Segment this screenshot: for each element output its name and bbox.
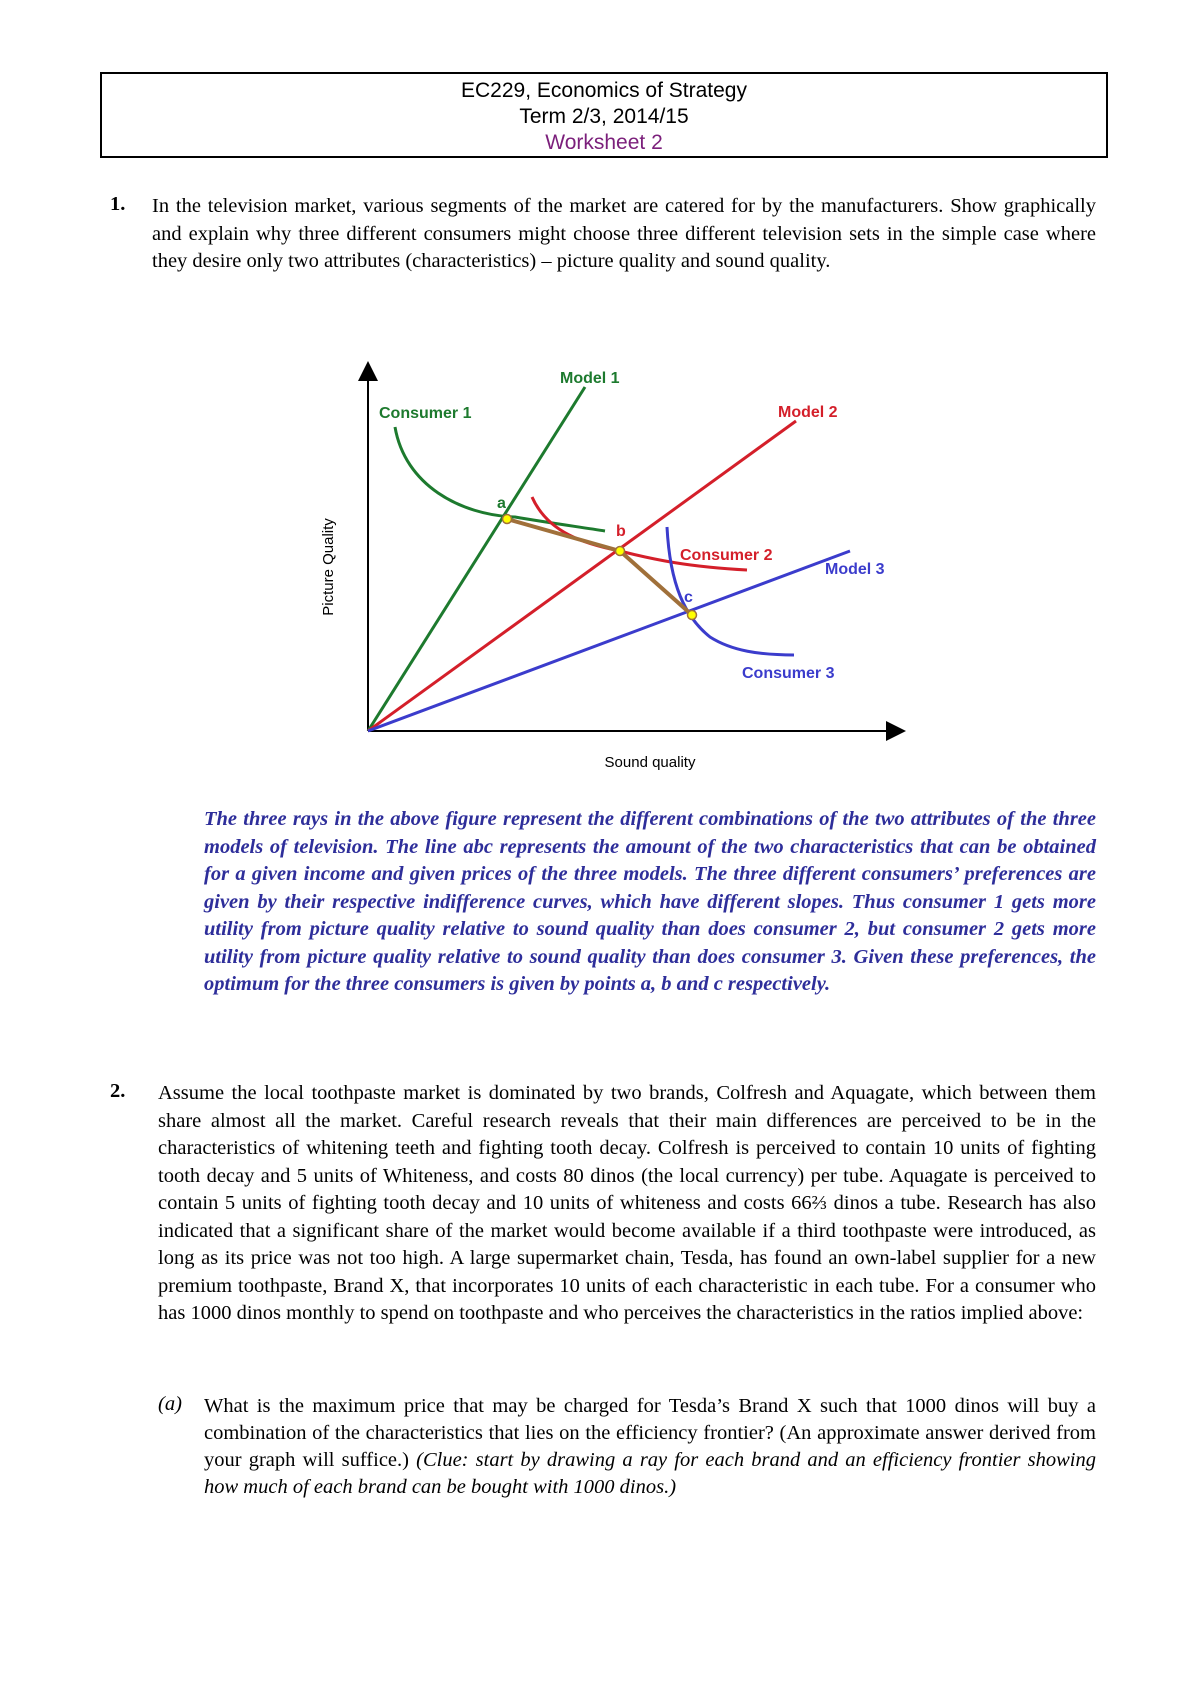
title-box — [100, 72, 1108, 158]
part-a-question: What is the maximum price that may be charged for Tesda’s Brand X such that 1000 dinos will buy a combination of the characteristics that lies on the efficiency frontier? (An approximate answer derived from your graph will suffice.) — [204, 1395, 1096, 1471]
x-axis-label: Sound quality — [604, 754, 696, 771]
question-2-number: 2. — [110, 1080, 126, 1102]
part-a-clue: (Clue: start by drawing a ray for each brand and an efficiency frontier showing how much of each brand can be bought with 1000 dinos.) — [204, 1449, 1096, 1498]
part-a-label: (a) — [158, 1393, 182, 1415]
model-2-ray — [368, 421, 796, 731]
model-1-label: Model 1 — [560, 370, 620, 387]
consumer-3-label: Consumer 3 — [742, 665, 835, 682]
model-1-ray — [368, 387, 585, 731]
question-1-text: In the television market, various segments of the market are catered for by the manufacturers. Show graphically and explain why three different consumers might choose three different television sets in the simple case where they desire only two attributes (characteristics) – picture quality and sound quality. — [152, 195, 1096, 272]
term-line: Term 2/3, 2014/15 — [519, 105, 689, 128]
model-3-label: Model 3 — [825, 561, 885, 578]
course-title: EC229, Economics of Strategy — [461, 79, 747, 102]
tv-attributes-figure — [300, 355, 920, 775]
worksheet-title: Worksheet 2 — [545, 131, 663, 154]
model-3-ray — [368, 551, 850, 731]
consumer-2-label: Consumer 2 — [680, 547, 773, 564]
consumer-1-label: Consumer 1 — [379, 405, 472, 422]
point-a-label: a — [497, 495, 506, 512]
model-2-label: Model 2 — [778, 404, 838, 421]
answer-1-text: The three rays in the above figure represent the different combinations of the two attributes of the three models of television. The line abc represents the amount of the two characteristics that can be obtained for a given income and given prices of the three models. The three different consumers’ preferences are given by their respective indifference curves, which have different slopes. Thus consumer 1 gets more utility from picture quality relative to sound quality than does consumer 2, but consumer 2 gets more utility from picture quality relative to sound quality than does consumer 3. Given these preferences, the optimum for the three consumers is given by points a, b and c respectively. — [204, 808, 1096, 995]
y-axis-label: Picture Quality — [320, 518, 337, 616]
part-a-text — [204, 1393, 1096, 1501]
point-c-label: c — [684, 589, 693, 606]
point-c-marker — [688, 611, 697, 620]
question-1-number: 1. — [110, 193, 126, 215]
point-a-marker — [503, 515, 512, 524]
question-2-text: Assume the local toothpaste market is dominated by two brands, Colfresh and Aquagate, which between them share almost all the market. Careful research reveals that their main differences are perceived to be in the characteristics of whitening teeth and fighting tooth decay. Colfresh is perceived to contain 10 units of fighting tooth decay and 5 units of Whiteness, and costs 80 dinos (the local currency) per tube. Aquagate is perceived to contain 5 units of fighting tooth decay and 10 units of whiteness and costs 66⅔ dinos a tube. Research has also indicated that a significant share of the market would become available if a third toothpaste were introduced, as long as its price was not too high. A large supermarket chain, Tesda, has found an own-label supplier for a new premium toothpaste, Brand X, that incorporates 10 units of each characteristic in each tube. For a consumer who has 1000 dinos monthly to spend on toothpaste and who perceives the characteristics in the ratios implied above: — [158, 1082, 1096, 1324]
consumer-1-indifference-curve — [395, 427, 605, 531]
point-b-marker — [616, 547, 625, 556]
point-b-label: b — [616, 523, 626, 540]
efficiency-frontier-abc — [507, 519, 692, 615]
